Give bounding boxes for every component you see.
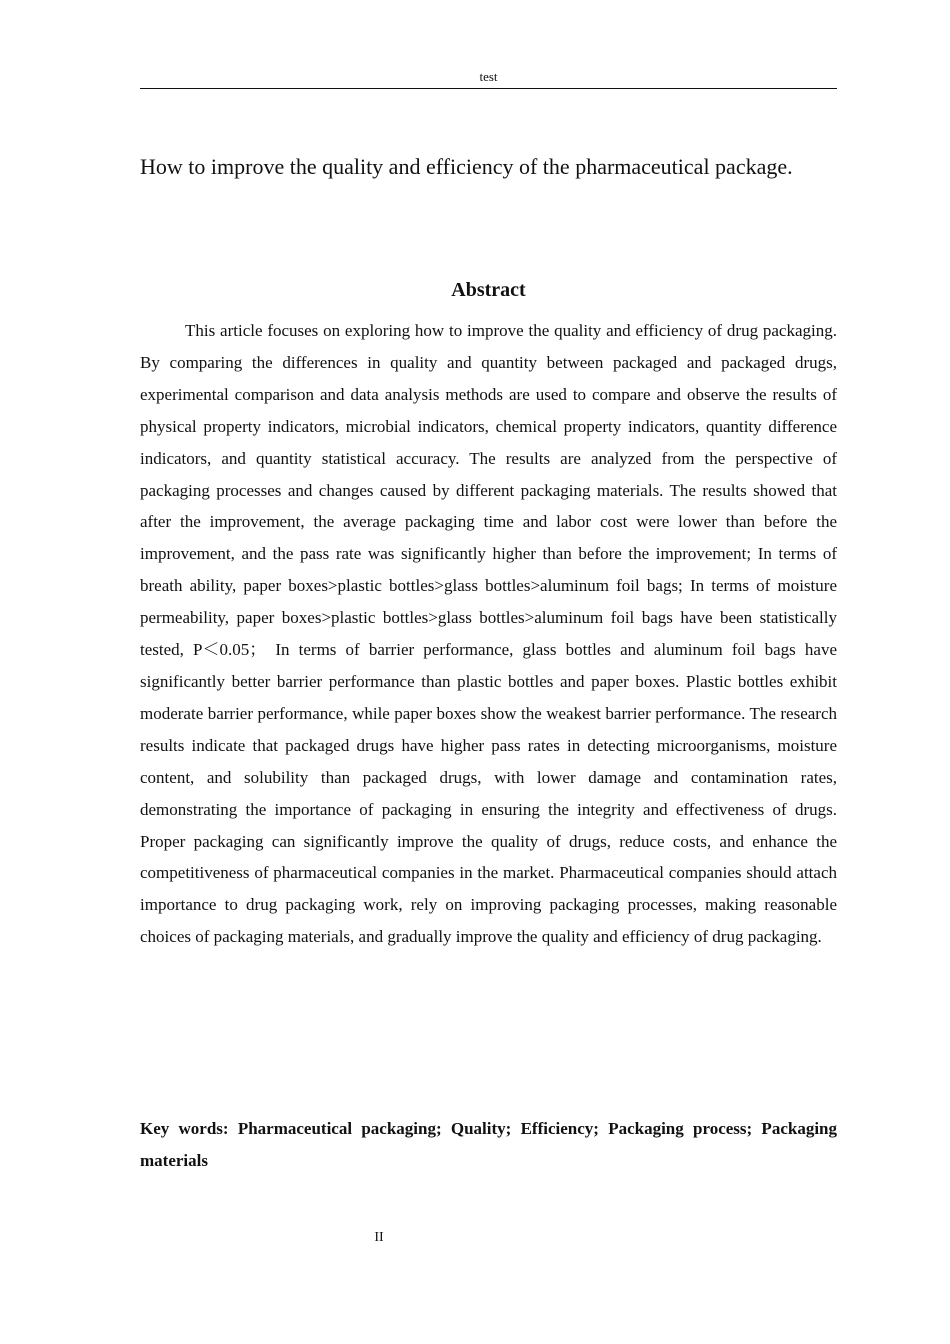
running-header: test (479, 69, 498, 84)
keywords: Key words: Pharmaceutical packaging; Quality; Efficiency; Packaging process; Packaging materials (140, 1119, 837, 1170)
header-rule (140, 88, 837, 89)
abstract-heading: Abstract (451, 279, 526, 301)
abstract-body: This article focuses on exploring how to improve the quality and efficiency of drug packaging. By comparing the differences in quality and quantity between packaged and packaged drugs, experimental comparison and data analysis methods are used to compare and observe the results of physical property indicators, microbial indicators, chemical property indicators, quantity difference indicators, and quantity statistical accuracy. The results are analyzed from the perspective of packaging processes and changes caused by different packaging materials. The results showed that after the improvement, the average packaging time and labor cost were lower than before the improvement, and the pass rate was significantly higher than before the improvement; In terms of breath ability, paper boxes>plastic bottles>glass bottles>aluminum foil bags; In terms of moisture permeability, paper boxes>plastic bottles>glass bottles>aluminum foil bags have been statistically tested, P＜0.05； In terms of barrier performance, glass bottles and aluminum foil bags have significantly better barrier performance than plastic bottles and paper boxes. Plastic bottles exhibit moderate barrier performance, while paper boxes show the weakest barrier performance. The research results indicate that packaged drugs have higher pass rates in detecting microorganisms, moisture content, and solubility than packaged drugs, with lower damage and contamination rates, demonstrating the importance of packaging in ensuring the integrity and effectiveness of drugs. Proper packaging can significantly improve the quality of drugs, reduce costs, and enhance the competitiveness of pharmaceutical companies in the market. Pharmaceutical companies should attach importance to drug packaging work, rely on improving packaging processes, making reasonable choices of packaging materials, and gradually improve the quality and efficiency of drug packaging. (140, 321, 837, 947)
document-title: How to improve the quality and efficiency of the pharmaceutical package. (140, 154, 793, 179)
page-number: II (374, 1230, 384, 1245)
